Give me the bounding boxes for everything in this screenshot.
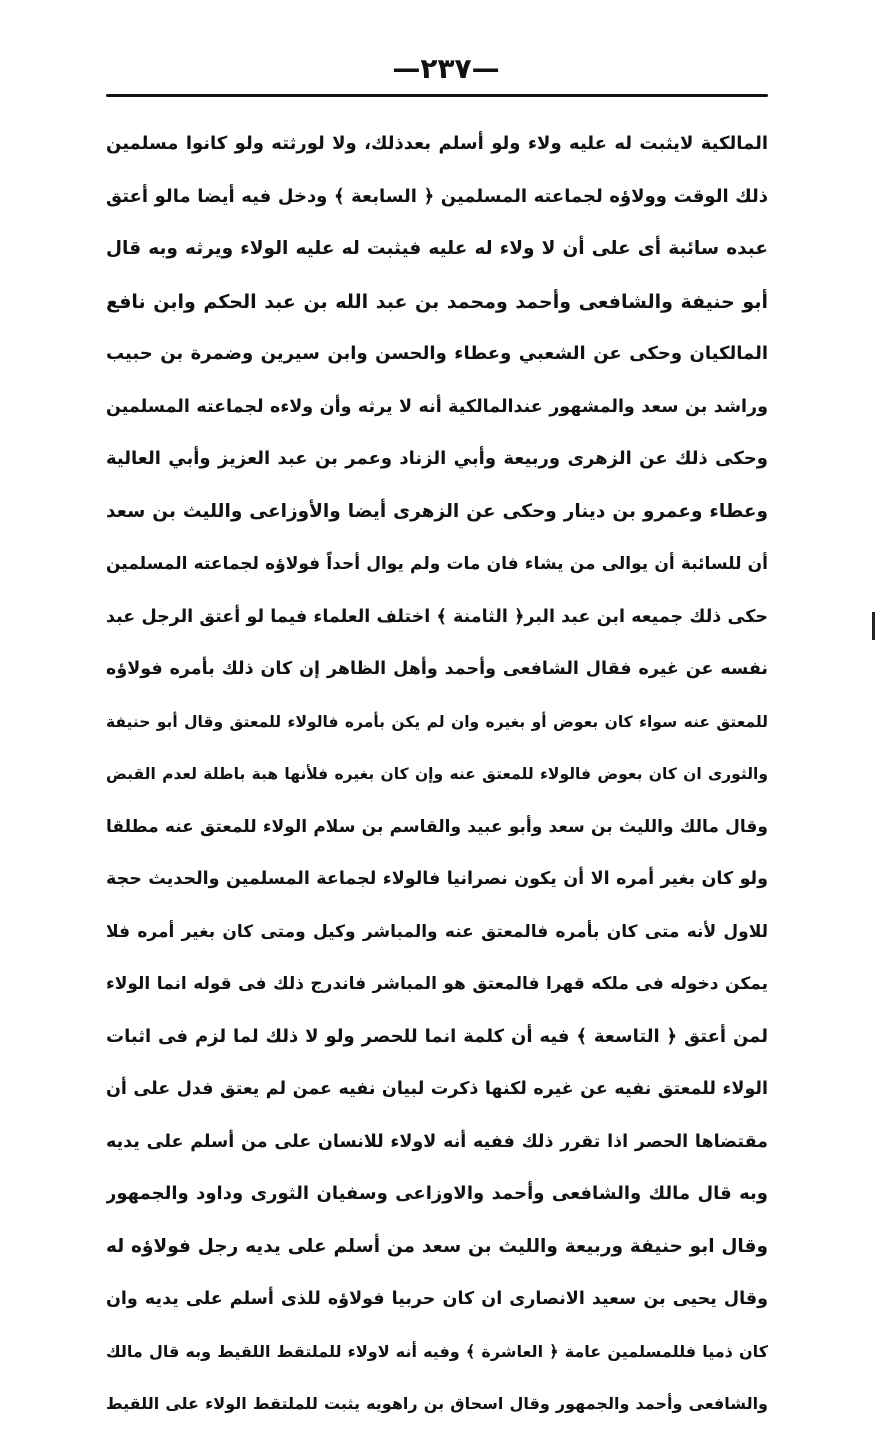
text-line: وقال يحيى بن سعيد الانصارى ان كان حربيا فولاؤه للذى أسلم على يديه وان	[106, 1289, 768, 1309]
text-line: وراشد بن سعد والمشهور عندالمالكية أنه لا يرثه وأن ولاءه لجماعته المسلمين	[106, 396, 768, 417]
text-line: والشافعى وأحمد والجمهور وقال اسحاق بن راهويه يثبت للملتقط الولاء على اللقيط	[106, 1394, 768, 1413]
text-line: المالكية لايثبت له عليه ولاء ولو أسلم بعدذلك، ولا لورثته ولو كانوا مسلمين	[106, 133, 768, 154]
page-number: —٢٣٧—	[392, 52, 500, 85]
text-line: ولو كان بغير أمره الا أن يكون نصرانيا فالولاء لجماعة المسلمين والحديث حجة	[106, 869, 768, 889]
text-line: ذلك الوقت وولاؤه لجماعته المسلمين ﴿ السابعة ﴾ ودخل فيه أيضا مالو أعتق	[106, 185, 768, 207]
text-line: عبده سائبة أى على أن لا ولاء له عليه فيثبت له عليه الولاء ويرثه وبه قال	[106, 238, 768, 259]
text-line: وعطاء وعمرو بن دينار وحكى عن الزهرى أيضا والأوزاعى والليث بن سعد	[106, 500, 768, 522]
page-body	[106, 122, 768, 1435]
header-rule	[106, 94, 768, 97]
text-line: والثورى ان كان بعوض فالولاء للمعتق عنه وإن كان بغيره فلأنها هبة باطلة لعدم القبض	[106, 765, 768, 783]
text-line: مقتضاها الحصر اذا تقرر ذلك ففيه أنه لاولاء للانسان على من أسلم على يديه	[106, 1131, 768, 1152]
text-line: وقال مالك والليث بن سعد وأبو عبيد والقاسم بن سلام الولاء للمعتق عنه مطلقا	[106, 816, 768, 837]
text-line: يمكن دخوله فى ملكه قهرا فالمعتق هو المباشر فاندرج ذلك فى قوله انما الولاء	[106, 974, 768, 994]
text-line: كان ذميا فللمسلمين عامة ﴿ العاشرة ﴾ وفيه أنه لاولاء للملتقط اللقيط وبه قال مالك	[106, 1341, 768, 1361]
text-line: نفسه عن غيره فقال الشافعى وأحمد وأهل الظاهر إن كان ذلك بأمره فولاؤه	[106, 659, 768, 679]
text-line: المالكيان وحكى عن الشعبي وعطاء والحسن وابن سيرين وضمرة بن حبيب	[106, 343, 768, 364]
margin-mark	[872, 612, 875, 640]
text-line: أن للسائبة أن يوالى من يشاء فان مات ولم يوال أحداً فولاؤه لجماعته المسلمين	[106, 554, 768, 574]
text-line: للاول لأنه متى كان بأمره فالمعتق عنه والمباشر وكيل ومتى كان بغير أمره فلا	[106, 921, 768, 942]
text-line: لمن أعتق ﴿ التاسعة ﴾ فيه أن كلمة انما للحصر ولو لا ذلك لما لزم فى اثبات	[106, 1025, 768, 1047]
text-line: الولاء للمعتق نفيه عن غيره لكنها ذكرت لبيان نفيه عمن لم يعتق فدل على أن	[106, 1079, 768, 1099]
text-line: للمعتق عنه سواء كان بعوض أو بغيره وان لم يكن بأمره فالولاء للمعتق وقال أبو حنيفة	[106, 712, 768, 731]
text-line: أبو حنيفة والشافعى وأحمد ومحمد بن عبد الله بن عبد الحكم وابن نافع	[106, 290, 768, 313]
text-line: وحكى ذلك عن الزهرى وربيعة وأبي الزناد وعمر بن عبد العزيز وأبي العالية	[106, 448, 768, 469]
text-line: وبه قال مالك والشافعى وأحمد والاوزاعى وسفيان الثورى وداود والجمهور	[106, 1183, 768, 1204]
text-line: وقال ابو حنيفة وربيعة والليث بن سعد من أسلم على يديه رجل فولاؤه له	[106, 1235, 768, 1257]
text-line: حكى ذلك جميعه ابن عبد البر﴿ الثامنة ﴾ اختلف العلماء فيما لو أعتق الرجل عبد	[106, 606, 768, 627]
